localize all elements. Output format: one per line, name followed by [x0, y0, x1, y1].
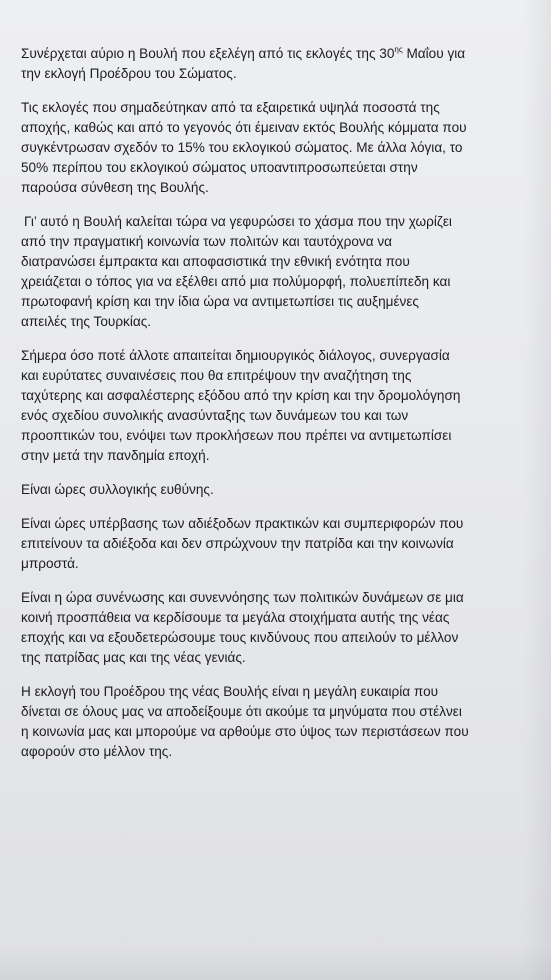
document-body — [21, 44, 536, 776]
paragraph-3: Γι’ αυτό η Βουλή καλείται τώρα να γεφυρώσει το χάσμα που την χωρίζει από την πραγματική κοινωνία των πολιτών και ταυτόχρονα να διατρανώσει έμπρακτα και αποφασιστικά την εθνική ενότητα που χρειάζεται ο τόπος για να εξέλθει από μια πολύμορφή, πολυεπίπεδη και πρωτοφανή κρίση και την ίδια ώρα να αντιμετωπίσει τις αυξημένες απειλές της Τουρκίας. — [21, 214, 452, 329]
ordinal-superscript: ης — [394, 45, 403, 54]
paragraph-1-text-start: Συνέρχεται αύριο η Βουλή που εξελέγη από τις εκλογές της 30 — [21, 46, 395, 61]
paragraph-1-text-end: Μαΐου για την εκλογή Προέδρου του Σώματος. — [21, 46, 466, 81]
paragraph-8: Η εκλογή του Προέδρου της νέας Βουλής είναι η μεγάλη ευκαιρία που δίνεται σε όλους μας να αποδείξουμε ότι ακούμε τα μηνύματα που στέλνει η κοινωνία μας και μπορούμε να αρθούμε στο ύψος των περιστάσεων που αφορούν στο μέλλον της. — [21, 684, 469, 759]
paragraph-7: Είναι η ώρα συνένωσης και συνεννόησης των πολιτικών δυνάμεων σε μια κοινή προσπάθεια να κερδίσουμε τα μεγάλα στοιχήματα αυτής της νέας εποχής και να εξουδετερώσουμε τους κινδύνους που απειλούν το μέλλον της πατρίδας μας και της νέας γενιάς. — [21, 590, 464, 665]
paragraph-6: Είναι ώρες υπέρβασης των αδιέξοδων πρακτικών και συμπεριφορών που επιτείνουν τα αδιέξοδα και δεν σπρώχνουν την πατρίδα και την κοινωνία μπροστά. — [21, 516, 464, 571]
paragraph-1 — [21, 44, 536, 84]
paragraph-2: Τις εκλογές που σημαδεύτηκαν από τα εξαιρετικά υψηλά ποσοστά της αποχής, καθώς και από το γεγονός ότι έμειναν εκτός Βουλής κόμματα που συγκέντρωσαν σχεδόν το 15% του εκλογικού σώματος. Με άλλα λόγια, το 50% περίπου του εκλογικού σώματος υποαντιπροσωπεύεται στην παρούσα σύνθεση της Βουλής. — [21, 100, 467, 195]
paragraph-4: Σήμερα όσο ποτέ άλλοτε απαιτείται δημιουργικός διάλογος, συνεργασία και ευρύτατες συναινέσεις που θα επιτρέψουν την αναζήτηση της ταχύτερης και ασφαλέστερης εξόδου από την κρίση και την δρομολόγηση ενός σχεδίου συνολικής ανασύνταξης των δυνάμεων του και των προοπτικών του, ενόψει των προκλήσεων που πρέπει να αντιμετωπίσει στην μετά την πανδημία εποχή. — [21, 348, 461, 463]
bottom-shadow — [0, 946, 551, 980]
paragraph-5: Είναι ώρες συλλογικής ευθύνης. — [21, 482, 214, 497]
